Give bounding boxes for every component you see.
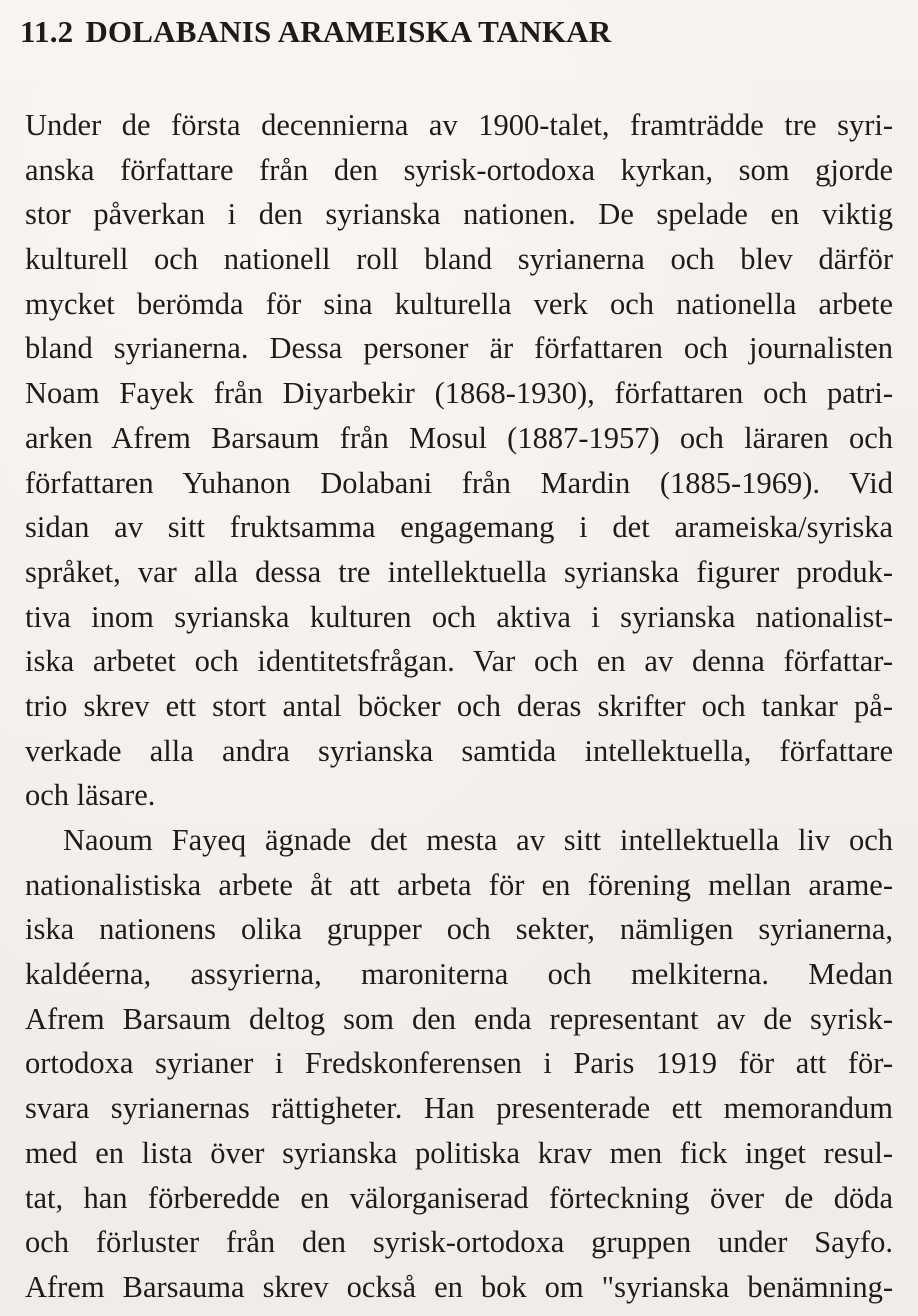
text-line: Afrem Barsaum deltog som den enda representant av de syrisk- xyxy=(25,1001,893,1036)
text-line: bland syrianerna. Dessa personer är författaren och journalisten xyxy=(25,331,893,366)
text-line: tat, han förberedde en välorganiserad förteckning över de döda xyxy=(25,1180,893,1215)
text-line: arken Afrem Barsaum från Mosul (1887-1957) och läraren och xyxy=(25,420,893,455)
paragraph-2 xyxy=(25,818,893,1310)
text-line: ortodoxa syrianer i Fredskonferensen i Paris 1919 för att för- xyxy=(25,1046,893,1081)
text-line: iska arbetet och identitetsfrågan. Var och en av denna författar- xyxy=(25,644,893,679)
text-line: och förluster från den syrisk-ortodoxa gruppen under Sayfo. xyxy=(25,1225,893,1260)
text-line: stor påverkan i den syrianska nationen. De spelade en viktig xyxy=(25,197,893,232)
section-heading xyxy=(20,12,611,52)
text-line: Under de första decennierna av 1900-talet, framträdde tre syri- xyxy=(25,108,893,142)
text-line: anska författare från den syrisk-ortodoxa kyrkan, som gjorde xyxy=(25,152,893,187)
text-line: tiva inom syrianska kulturen och aktiva i syrianska nationalist- xyxy=(25,599,893,634)
text-line: och läsare. xyxy=(25,778,156,813)
text-line: kaldéerna, assyrierna, maroniterna och melkiterna. Medan xyxy=(25,957,893,992)
text-line: sidan av sitt fruktsamma engagemang i det arameiska/syriska xyxy=(25,510,893,545)
text-line: nationalistiska arbete åt att arbeta för en förening mellan arame- xyxy=(25,867,893,902)
text-line: iska nationens olika grupper och sekter, nämligen syrianerna, xyxy=(25,912,893,947)
text-line: mycket berömda för sina kulturella verk och nationella arbete xyxy=(25,286,893,321)
section-number: 11.2 xyxy=(20,14,74,49)
text-line: språket, var alla dessa tre intellektuella syrianska figurer produk- xyxy=(25,554,893,589)
text-line: trio skrev ett stort antal böcker och deras skrifter och tankar på- xyxy=(25,688,893,723)
text-line: svara syrianernas rättigheter. Han presenterade ett memorandum xyxy=(25,1091,893,1126)
text-line: författaren Yuhanon Dolabani från Mardin (1885-1969). Vid xyxy=(25,465,893,500)
text-line: kulturell och nationell roll bland syrianerna och blev därför xyxy=(25,242,893,277)
text-line: Naoum Fayeq ägnade det mesta av sitt intellektuella liv och xyxy=(63,823,893,857)
text-line: med en lista över syrianska politiska krav men fick inget resul- xyxy=(25,1135,893,1170)
text-line: Afrem Barsauma skrev också en bok om "syrianska benämning- xyxy=(25,1269,893,1304)
text-line: Noam Fayek från Diyarbekir (1868-1930), författaren och patri- xyxy=(25,376,893,411)
text-line: verkade alla andra syrianska samtida intellektuella, författare xyxy=(25,733,893,768)
paragraph-1 xyxy=(25,103,893,818)
section-title: DOLABANIS ARAMEISKA TANKAR xyxy=(85,14,612,49)
